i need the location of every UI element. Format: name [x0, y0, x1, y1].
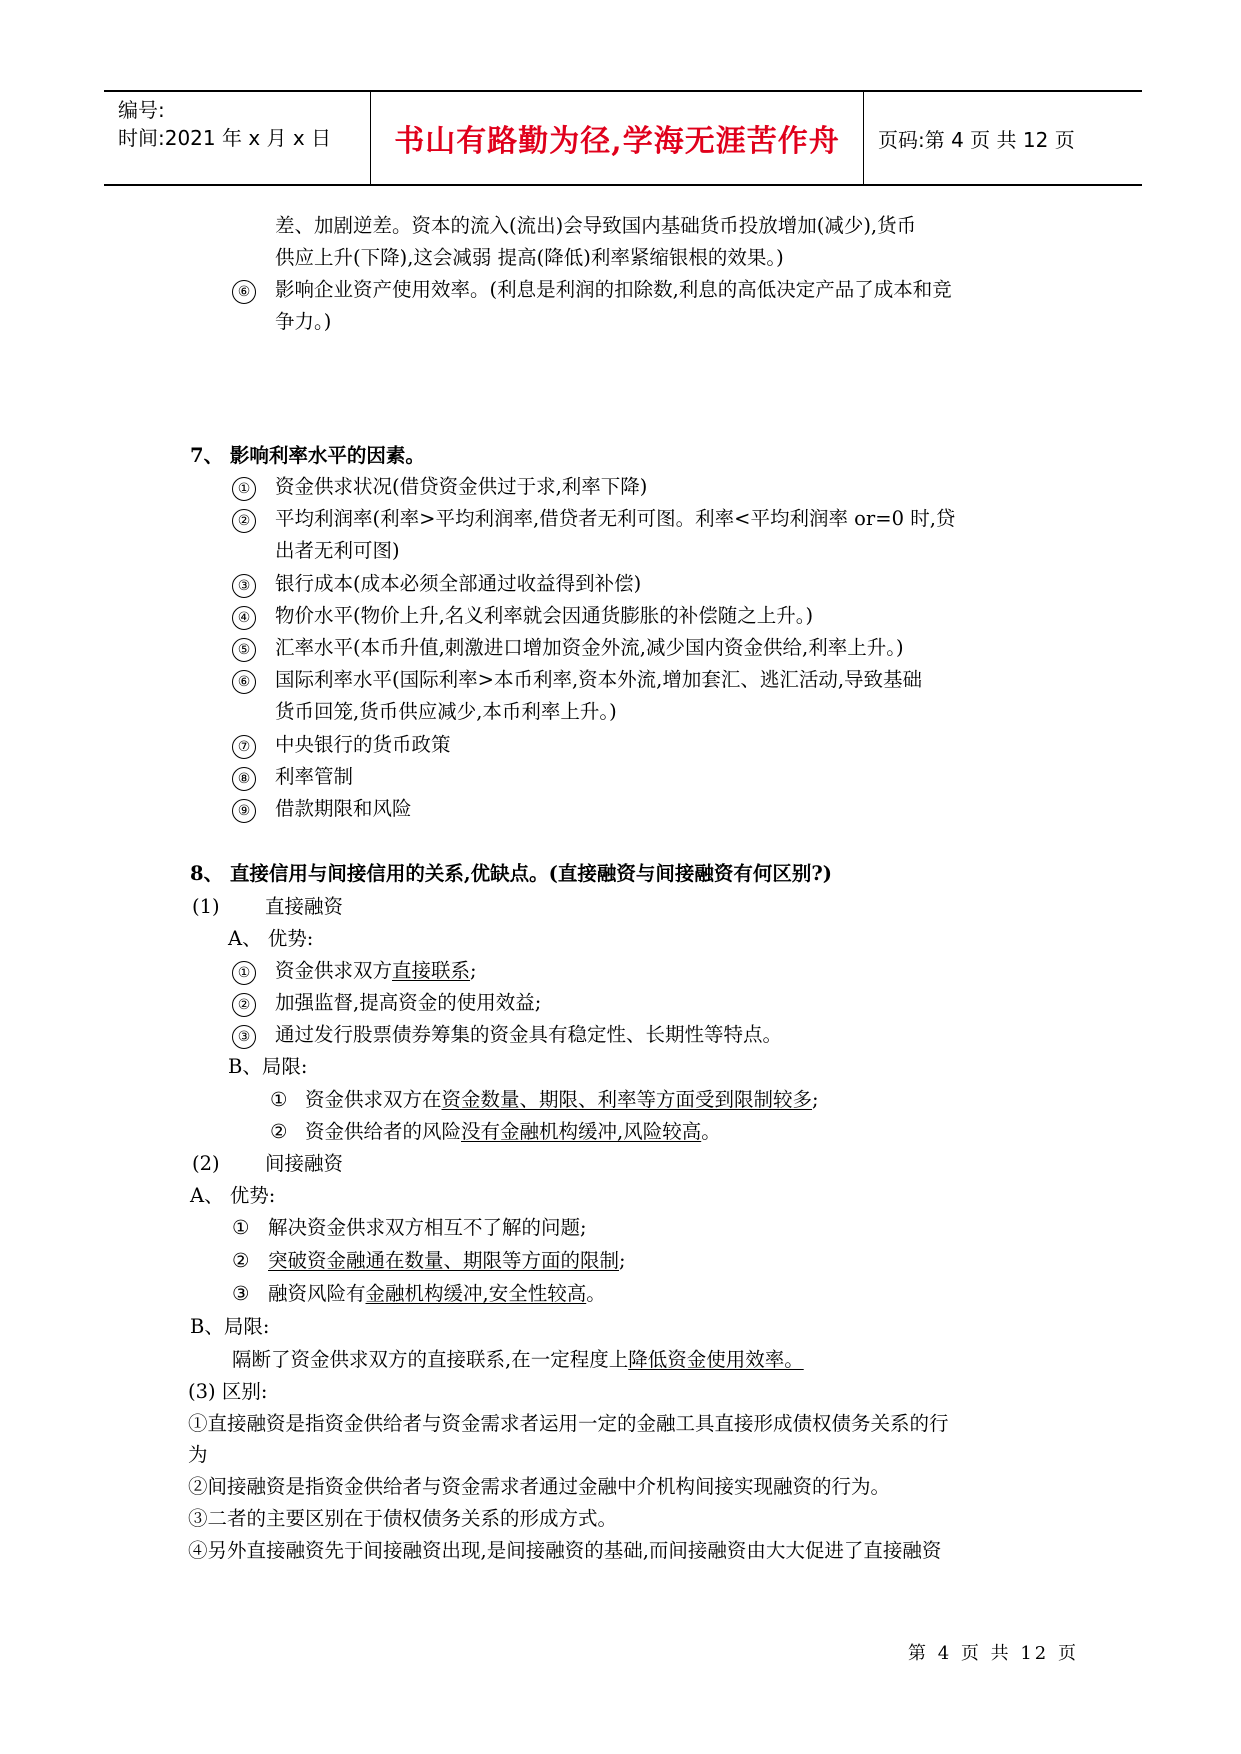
list-item: 资金供求双方在资金数量、期限、利率等方面受到限制较多;	[305, 1088, 819, 1111]
text-line: 争力。)	[275, 310, 332, 333]
paragraph: ②间接融资是指资金供给者与资金需求者通过金融中介机构间接实现融资的行为。	[188, 1475, 891, 1498]
header-right-cell	[864, 92, 1142, 184]
list-marker: ③	[232, 1025, 256, 1049]
list-item: 通过发行股票债券筹集的资金具有稳定性、长期性等特点。	[275, 1023, 783, 1046]
page-footer: 第 4 页 共 12 页	[908, 1643, 1079, 1664]
list-marker: ④	[232, 606, 256, 630]
list-marker: ③	[232, 1282, 250, 1305]
list-marker: ⑥	[232, 670, 256, 694]
list-item: 资金供求状况(借贷资金供过于求,利率下降)	[275, 475, 648, 498]
list-marker: ⑥	[232, 280, 256, 304]
section-8-heading: 8、 直接信用与间接信用的关系,优缺点。(直接融资与间接融资有何区别?)	[190, 862, 833, 885]
list-item: 出者无利可图)	[275, 539, 400, 562]
list-item: 平均利润率(利率>平均利润率,借贷者无利可图。利率<平均利润率 or=0 时,贷	[275, 507, 956, 530]
list-marker: ②	[232, 1249, 250, 1272]
underlined-phrase: 直接联系	[392, 959, 471, 982]
header-motto-cell	[370, 92, 864, 184]
page-label: 页码:第 4 页 共 12 页	[878, 127, 1075, 152]
list-item: 融资风险有金融机构缓冲,安全性较高。	[268, 1282, 606, 1305]
motto: 书山有路勤为径,学海无涯苦作舟	[394, 124, 840, 159]
underlined-phrase: 降低资金使用效率。	[628, 1348, 804, 1371]
list-item: 资金供给者的风险没有金融机构缓冲,风险较高。	[305, 1120, 721, 1143]
page-header	[104, 90, 1142, 186]
list-marker: ①	[232, 1216, 250, 1239]
section-7-heading: 7、 影响利率水平的因素。	[190, 444, 425, 467]
header-left-cell	[104, 92, 370, 184]
list-item: 加强监督,提高资金的使用效益;	[275, 991, 542, 1014]
text-line: 供应上升(下降),这会减弱 提高(降低)利率紧缩银根的效果。)	[275, 246, 784, 269]
subsection-title: (3) 区别:	[188, 1380, 268, 1403]
text-line: 差、加剧逆差。资本的流入(流出)会导致国内基础货币投放增加(减少),货币	[275, 214, 917, 237]
list-item: 资金供求双方直接联系;	[275, 959, 477, 982]
list-item: 解决资金供求双方相互不了解的问题;	[268, 1216, 587, 1239]
list-marker: ②	[232, 993, 256, 1017]
list-marker: ②	[232, 509, 256, 533]
list-marker: ⑤	[232, 638, 256, 662]
text-line: 影响企业资产使用效率。(利息是利润的扣除数,利息的高低决定产品了成本和竞	[275, 278, 952, 301]
point-heading: B、局限:	[190, 1315, 270, 1338]
underlined-phrase: 资金数量、期限、利率等方面受到限制较多	[441, 1088, 813, 1111]
list-item: 突破资金融通在数量、期限等方面的限制;	[268, 1249, 626, 1272]
point-heading: A、 优势:	[228, 927, 314, 950]
paragraph: 为	[188, 1443, 208, 1466]
list-item: 汇率水平(本币升值,刺激进口增加资金外流,减少国内资金供给,利率上升。)	[275, 636, 904, 659]
paragraph: ③二者的主要区别在于债权债务关系的形成方式。	[188, 1507, 618, 1530]
underlined-phrase: 金融机构缓冲,安全性较高	[365, 1282, 587, 1305]
list-item: 物价水平(物价上升,名义利率就会因通货膨胀的补偿随之上升。)	[275, 604, 814, 627]
list-item: 借款期限和风险	[275, 797, 412, 820]
list-marker: ⑧	[232, 767, 256, 791]
subsection-label: (1)	[192, 895, 220, 918]
underlined-phrase: 突破资金融通在数量、期限等方面的限制	[268, 1249, 620, 1272]
list-marker: ①	[270, 1088, 288, 1111]
point-heading: B、局限:	[228, 1055, 308, 1078]
subsection-label: (2)	[192, 1152, 220, 1175]
underlined-phrase: 没有金融机构缓冲,风险较高	[461, 1120, 702, 1143]
point-heading: A、 优势:	[190, 1184, 276, 1207]
time-label: 时间:2021 年 x 月 x 日	[118, 126, 332, 150]
number-label: 编号:	[118, 98, 165, 122]
paragraph: 隔断了资金供求双方的直接联系,在一定程度上降低资金使用效率。	[232, 1348, 804, 1371]
list-marker: ②	[270, 1120, 288, 1143]
subsection-title: 间接融资	[265, 1152, 344, 1175]
list-marker: ⑦	[232, 735, 256, 759]
list-item: 中央银行的货币政策	[275, 733, 451, 756]
list-marker: ①	[232, 477, 256, 501]
paragraph: ④另外直接融资先于间接融资出现,是间接融资的基础,而间接融资由大大促进了直接融资	[188, 1539, 942, 1562]
list-item: 利率管制	[275, 765, 354, 788]
list-marker: ③	[232, 574, 256, 598]
list-item: 国际利率水平(国际利率>本币利率,资本外流,增加套汇、逃汇活动,导致基础	[275, 668, 923, 691]
paragraph: ①直接融资是指资金供给者与资金需求者运用一定的金融工具直接形成债权债务关系的行	[188, 1412, 949, 1435]
list-marker: ⑨	[232, 799, 256, 823]
list-item: 银行成本(成本必须全部通过收益得到补偿)	[275, 572, 642, 595]
list-item: 货币回笼,货币供应减少,本币利率上升。)	[275, 700, 617, 723]
list-marker: ①	[232, 961, 256, 985]
subsection-title: 直接融资	[265, 895, 344, 918]
